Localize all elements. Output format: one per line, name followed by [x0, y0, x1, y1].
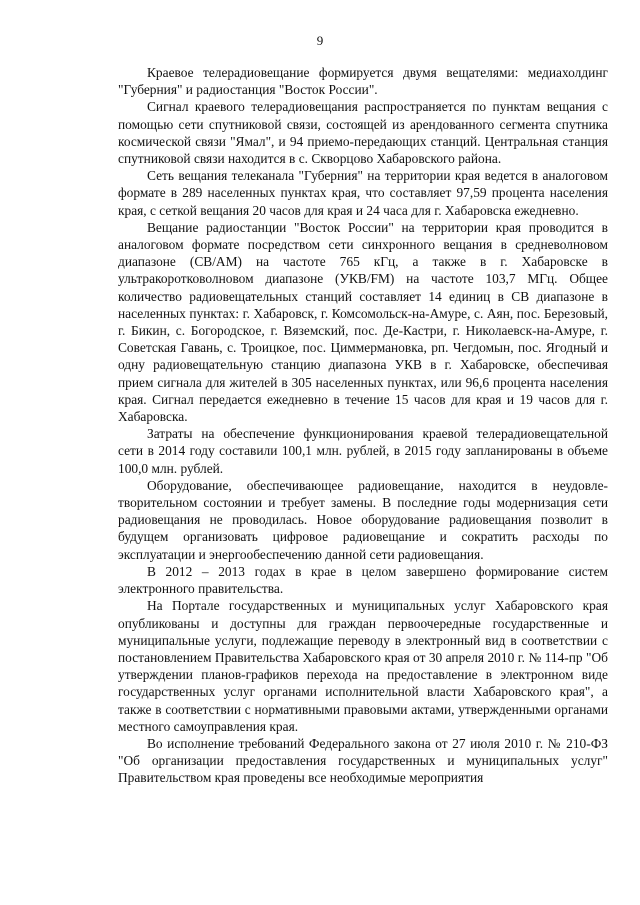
body-text [118, 64, 608, 787]
paragraph-equipment: Оборудование, обеспечивающее радиовещание, находится в неудовлетворительном состоянии и требует замены. В последние годы модернизация сети радиовещания не проводилась. Новое оборудование радиовещания позволит в будущем организовать цифровое радиовещание и сократить расходы по эксплуатации и энергообеспечению данной сети радиовещания. [118, 477, 608, 562]
paragraph-vostok-radio: Вещание радиостанции "Восток России" на территории края проводится в аналоговом формате посредством сети синхронного вещания в средневолновом диапазоне (СВ/АМ) на частоте 765 кГц, а также в г. Хабаровске в ультракоротковолновом диапазоне (УКВ/FM) на частоте 103,7 МГц. Общее количество радиовещательных станций составляет 14 единиц в СВ диапазоне в населенных пунктах: г. Хабаровск, г. Комсомольск-на-Амуре, с. Аян, пос. Березовый, г. Бикин, с. Богородское, г. Вяземский, пос. Де-Кастри, г. Николаевск-на-Амуре, г. Советская Гавань, с. Троицкое, пос. Циммермановка, рп. Чегдомын, пос. Ягодный и одну радиовещательную станцию диапазона УКВ в г. Хабаровске, обеспечивая прием сигнала для жителей в 305 населенных пунктах, или 96,6 процента населения края. Сигнал передается ежедневно в течение 15 часов для края и 19 часов для г. Хабаровска. [118, 219, 608, 425]
paragraph-services-portal: На Портале государственных и муниципальных услуг Хабаровского края опубликованы и доступны для граждан первоочередные государственные и муниципальные услуги, подлежащие переводу в электронный вид в соответствии с постановлением Правительства Хабаровского края от 30 апреля 2010 г. № 114-пр "Об утверждении планов-графиков перехода на предоставление в электронном виде государственных услуг органами исполнительной власти Хабаровского края", а также в соответствии с нормативными правовыми актами, утвержденными органами местного самоуправления края. [118, 598, 608, 734]
paragraph-e-government: В 2012 – 2013 годах в крае в целом завершено формирование систем электронного правительства. [118, 563, 608, 597]
paragraph-federal-law: Во исполнение требований Федерального закона от 27 июля 2010 г. № 210-ФЗ "Об организации предоставления государственных и муниципальных услуг" Правительством края проведены все необходимые мероприятия [118, 735, 608, 786]
paragraph-gubernia-tv: Сеть вещания телеканала "Губерния" на территории края ведется в аналоговом формате в 289 населенных пунктах края, что составляет 97,59 процента населения края, с сеткой вещания 20 часов для края и 24 часа для г. Хабаровска ежедневно. [118, 168, 608, 218]
paragraph-costs: Затраты на обеспечение функционирования краевой телерадиовещательной сети в 2014 году составили 100,1 млн. рублей, в 2015 году запланированы в объеме 100,0 млн. рублей. [118, 426, 608, 476]
page-number: 9 [316, 33, 324, 48]
paragraph-satellite-network: Сигнал краевого телерадиовещания распространяется по пунктам вещания с помощью сети спутниковой связи, состоящей из арендованного сегмента спутника космической связи "Ямал", и 94 приемо-передающих станций. Центральная станция спутниковой связи находится в с. Скворцово Хабаровского района. [118, 99, 608, 167]
paragraph-broadcasters: Краевое телерадиовещание формируется двумя вещателями: медиахолдинг "Губерния" и радиостанция "Восток России". [118, 65, 608, 98]
